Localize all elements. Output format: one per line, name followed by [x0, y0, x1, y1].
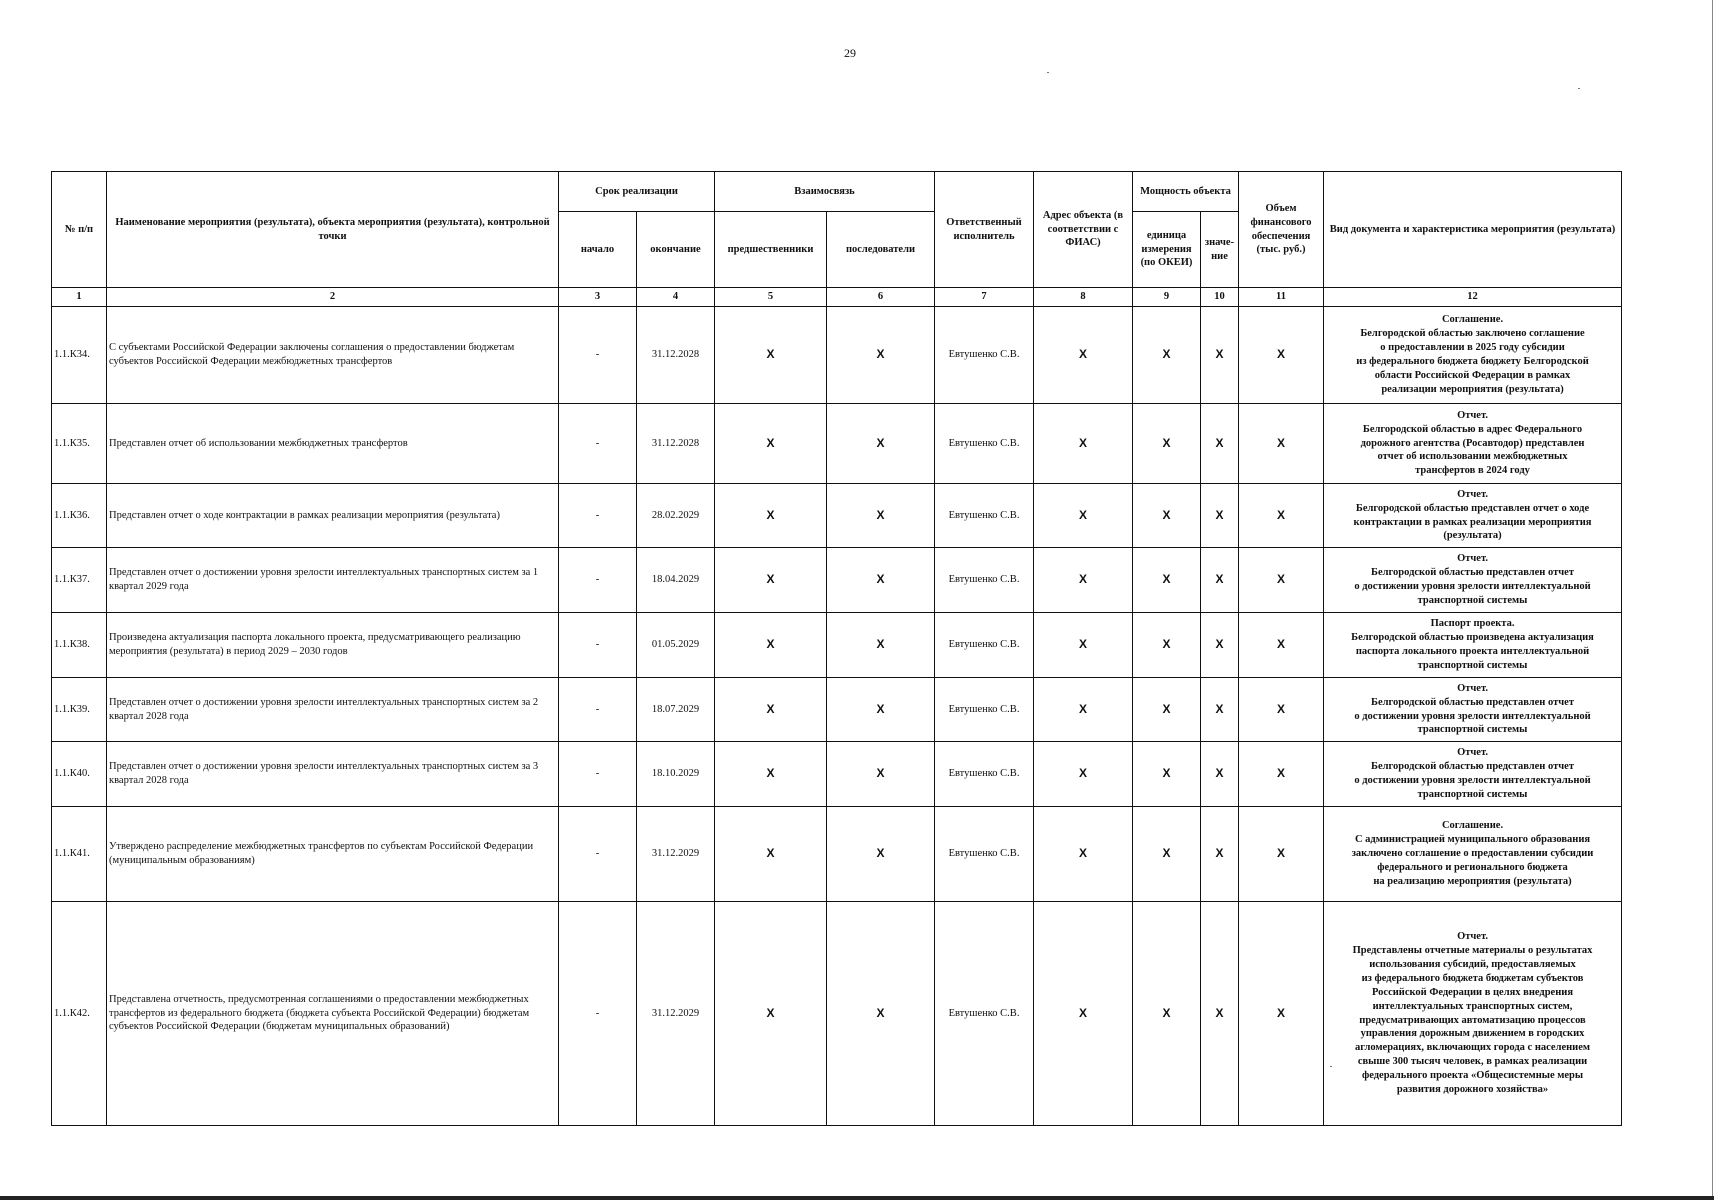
row-value: X [1201, 404, 1239, 484]
header-address: Адрес объекта (в соответствии с ФИАС) [1034, 172, 1133, 288]
document-line: о предоставлении в 2025 году субсидии [1380, 342, 1565, 354]
row-unit: X [1133, 484, 1201, 548]
document-line: о достижении уровня зрелости интеллектуальной [1354, 710, 1591, 722]
document-line: развития дорожного хозяйства» [1396, 1083, 1549, 1095]
document-line: Белгородской областью в адрес Федерального [1362, 423, 1583, 435]
document-line: Соглашение. [1441, 820, 1504, 832]
table-row [52, 807, 1622, 902]
row-successors: X [827, 902, 935, 1126]
col-number: 12 [1324, 288, 1622, 307]
row-address: X [1034, 548, 1133, 613]
row-address: X [1034, 902, 1133, 1126]
col-number: 10 [1201, 288, 1239, 307]
row-unit: X [1133, 807, 1201, 902]
document-line: на реализацию мероприятия (результата) [1373, 875, 1572, 887]
header-unit: единица измерения (по ОКЕИ) [1133, 212, 1201, 288]
row-successors: X [827, 807, 935, 902]
row-responsible: Евтушенко С.В. [935, 678, 1034, 742]
col-number: 7 [935, 288, 1034, 307]
document-line: дорожного агентства (Росавтодор) представлен [1360, 437, 1585, 449]
row-document [1324, 807, 1622, 902]
document-line: Белгородской областью представлен отчет о ходе [1355, 502, 1590, 514]
row-document [1324, 484, 1622, 548]
table-row [52, 613, 1622, 678]
col-number: 3 [559, 288, 637, 307]
column-numbers-row [52, 288, 1622, 307]
document-line: Отчет. [1457, 488, 1488, 500]
row-successors: X [827, 404, 935, 484]
row-end: 31.12.2029 [637, 807, 715, 902]
row-unit: X [1133, 548, 1201, 613]
row-unit: X [1133, 307, 1201, 404]
document-line: Соглашение. [1441, 314, 1504, 326]
row-predecessors: X [715, 548, 827, 613]
document-line: Белгородской областью представлен отчет [1371, 761, 1574, 773]
row-finance: X [1239, 678, 1324, 742]
table-row [52, 484, 1622, 548]
document-line: Белгородской областью произведена актуализация [1351, 632, 1594, 644]
row-finance: X [1239, 902, 1324, 1126]
scan-edge-right [1712, 0, 1713, 1200]
row-value: X [1201, 548, 1239, 613]
table-row [52, 548, 1622, 613]
header-start: начало [559, 212, 637, 288]
document-line: управления дорожным движением в городских [1360, 1028, 1585, 1040]
row-end: 18.07.2029 [637, 678, 715, 742]
row-name: Представлен отчет об использовании межбюджетных трансфертов [107, 404, 559, 484]
document-line: использования субсидий, предоставляемых [1369, 959, 1576, 971]
document-line: Белгородской областью заключено соглашение [1360, 328, 1585, 340]
row-id: 1.1.К40. [52, 742, 107, 807]
header-finance: Объем финансового обеспечения (тыс. руб.) [1239, 172, 1324, 288]
row-start: - [559, 902, 637, 1126]
header-link: Взаимосвязь [715, 172, 935, 212]
row-unit: X [1133, 902, 1201, 1126]
row-responsible: Евтушенко С.В. [935, 742, 1034, 807]
document-line: Отчет. [1457, 409, 1488, 421]
row-value: X [1201, 484, 1239, 548]
document-line: Паспорт проекта. [1430, 618, 1515, 630]
row-name: Произведена актуализация паспорта локального проекта, предусматривающего реализацию мероприятия (результата) в период 2029 – 2030 годов [107, 613, 559, 678]
header-predecessors: предшественники [715, 212, 827, 288]
header-end: окончание [637, 212, 715, 288]
row-id: 1.1.К35. [52, 404, 107, 484]
scan-speck [1047, 72, 1049, 73]
document-line: федерального проекта «Общесистемные меры [1361, 1069, 1584, 1081]
row-end: 01.05.2029 [637, 613, 715, 678]
row-successors: X [827, 742, 935, 807]
row-predecessors: X [715, 742, 827, 807]
row-value: X [1201, 742, 1239, 807]
scan-speck [1578, 88, 1580, 89]
row-predecessors: X [715, 678, 827, 742]
row-name: Представлена отчетность, предусмотренная соглашениями о предоставлении межбюджетных трансфертов из федерального бюджета (бюджета субъекта Российской Федерации) бюджетам субъектов Российской Федерации (бюджетам муниципальных образований) [107, 902, 559, 1126]
document-line: Представлены отчетные материалы о результатах [1352, 945, 1593, 957]
document-line: Отчет. [1457, 931, 1488, 943]
row-id: 1.1.К36. [52, 484, 107, 548]
row-successors: X [827, 613, 935, 678]
row-end: 31.12.2028 [637, 404, 715, 484]
table-row [52, 404, 1622, 484]
document-line: из федерального бюджета бюджетам субъектов [1361, 972, 1584, 984]
document-line: Отчет. [1457, 553, 1488, 565]
row-start: - [559, 307, 637, 404]
row-address: X [1034, 613, 1133, 678]
document-line: Белгородской областью представлен отчет [1371, 696, 1574, 708]
row-name: Представлен отчет о ходе контрактации в рамках реализации мероприятия (результата) [107, 484, 559, 548]
col-number: 2 [107, 288, 559, 307]
row-name: С субъектами Российской Федерации заключены соглашения о предоставлении бюджетам субъектов Российской Федерации межбюджетных трансфертов [107, 307, 559, 404]
row-predecessors: X [715, 807, 827, 902]
document-line: транспортной системы [1417, 724, 1528, 736]
row-id: 1.1.К41. [52, 807, 107, 902]
row-value: X [1201, 613, 1239, 678]
row-finance: X [1239, 548, 1324, 613]
document-line: С администрацией муниципального образования [1354, 834, 1591, 846]
row-value: X [1201, 807, 1239, 902]
document-line: о достижении уровня зрелости интеллектуальной [1354, 581, 1591, 592]
header-name: Наименование мероприятия (результата), объекта мероприятия (результата), контрольной точки [107, 172, 559, 288]
document-line: федерального и регионального бюджета [1377, 861, 1568, 873]
row-address: X [1034, 484, 1133, 548]
row-successors: X [827, 678, 935, 742]
row-address: X [1034, 742, 1133, 807]
row-unit: X [1133, 678, 1201, 742]
table-row [52, 307, 1622, 404]
row-unit: X [1133, 613, 1201, 678]
row-value: X [1201, 678, 1239, 742]
row-unit: X [1133, 742, 1201, 807]
col-number: 5 [715, 288, 827, 307]
document-line: заключено соглашение о предоставлении субсидии [1351, 848, 1594, 860]
row-document [1324, 548, 1622, 613]
header-row [52, 172, 1622, 212]
row-responsible: Евтушенко С.В. [935, 307, 1034, 404]
document-line: трансфертов в 2024 году [1415, 465, 1530, 477]
row-finance: X [1239, 484, 1324, 548]
row-start: - [559, 678, 637, 742]
row-finance: X [1239, 742, 1324, 807]
document-line: реализации мероприятия (результата) [1381, 383, 1564, 395]
row-id: 1.1.К37. [52, 548, 107, 613]
row-document [1324, 404, 1622, 484]
row-name: Представлен отчет о достижении уровня зрелости интеллектуальных транспортных систем за 2 квартал 2028 года [107, 678, 559, 742]
document-line: из федерального бюджета бюджету Белгородской [1356, 356, 1589, 367]
document-line: области Российской Федерации в рамках [1374, 369, 1571, 381]
row-id: 1.1.К42. [52, 902, 107, 1126]
document-line: Отчет. [1457, 747, 1488, 759]
col-number: 4 [637, 288, 715, 307]
row-finance: X [1239, 404, 1324, 484]
row-responsible: Евтушенко С.В. [935, 807, 1034, 902]
activities-table [51, 171, 1622, 1126]
document-line: Отчет. [1457, 682, 1488, 694]
document-line: Белгородской областью представлен отчет [1371, 567, 1574, 579]
row-name: Представлен отчет о достижении уровня зрелости интеллектуальных транспортных систем за 1 квартал 2029 года [107, 548, 559, 613]
document-line: контрактации в рамках реализации мероприятия [1353, 516, 1592, 528]
row-end: 18.04.2029 [637, 548, 715, 613]
scan-edge-bottom [0, 1196, 1714, 1200]
row-address: X [1034, 678, 1133, 742]
page-number: 29 [844, 46, 856, 60]
col-number: 6 [827, 288, 935, 307]
row-name: Представлен отчет о достижении уровня зрелости интеллектуальных транспортных систем за 3 квартал 2028 года [107, 742, 559, 807]
document-line: Российской Федерации в целях внедрения [1372, 986, 1573, 998]
row-predecessors: X [715, 484, 827, 548]
row-end: 31.12.2029 [637, 902, 715, 1126]
row-name: Утверждено распределение межбюджетных трансфертов по субъектам Российской Федерации (муниципальным образованиям) [107, 807, 559, 902]
row-finance: X [1239, 307, 1324, 404]
document-line: предусматривающих автоматизацию процессов [1359, 1014, 1586, 1026]
row-document [1324, 678, 1622, 742]
row-id: 1.1.К34. [52, 307, 107, 404]
document-line: транспортной системы [1417, 659, 1528, 671]
row-start: - [559, 742, 637, 807]
row-responsible: Евтушенко С.В. [935, 484, 1034, 548]
header-doc: Вид документа и характеристика мероприятия (результата) [1324, 172, 1622, 288]
row-responsible: Евтушенко С.В. [935, 548, 1034, 613]
document-line: агломерациях, включающих города с населением [1354, 1042, 1591, 1054]
row-document [1324, 307, 1622, 404]
row-start: - [559, 404, 637, 484]
row-id: 1.1.К38. [52, 613, 107, 678]
header-num: № п/п [52, 172, 107, 288]
table-row [52, 902, 1622, 1126]
col-number: 1 [52, 288, 107, 307]
header-responsible: Ответственный исполнитель [935, 172, 1034, 288]
row-address: X [1034, 807, 1133, 902]
document-line: паспорта локального проекта интеллектуальной [1355, 646, 1590, 657]
row-start: - [559, 548, 637, 613]
row-document [1324, 742, 1622, 807]
row-document [1324, 902, 1622, 1126]
document-line: отчет об использовании межбюджетных [1377, 451, 1568, 463]
row-start: - [559, 807, 637, 902]
table-row [52, 742, 1622, 807]
header-capacity: Мощность объекта [1133, 172, 1239, 212]
row-finance: X [1239, 613, 1324, 678]
row-responsible: Евтушенко С.В. [935, 902, 1034, 1126]
col-number: 9 [1133, 288, 1201, 307]
document-line: транспортной системы [1417, 788, 1528, 800]
col-number: 11 [1239, 288, 1324, 307]
row-responsible: Евтушенко С.В. [935, 404, 1034, 484]
row-start: - [559, 484, 637, 548]
row-predecessors: X [715, 902, 827, 1126]
row-successors: X [827, 484, 935, 548]
row-end: 31.12.2028 [637, 307, 715, 404]
header-successors: последователи [827, 212, 935, 288]
row-successors: X [827, 307, 935, 404]
row-value: X [1201, 902, 1239, 1126]
header-value: значе-ние [1201, 212, 1239, 288]
row-unit: X [1133, 404, 1201, 484]
row-start: - [559, 613, 637, 678]
row-successors: X [827, 548, 935, 613]
row-address: X [1034, 404, 1133, 484]
row-address: X [1034, 307, 1133, 404]
document-line: транспортной системы [1417, 594, 1528, 606]
row-predecessors: X [715, 307, 827, 404]
activities-body [52, 307, 1622, 1126]
document-line: (результата) [1443, 530, 1502, 542]
row-document [1324, 613, 1622, 678]
document-line: о достижении уровня зрелости интеллектуальной [1354, 775, 1591, 786]
col-number: 8 [1034, 288, 1133, 307]
row-responsible: Евтушенко С.В. [935, 613, 1034, 678]
document-line: интеллектуальных транспортных систем, [1372, 1000, 1573, 1012]
row-finance: X [1239, 807, 1324, 902]
row-predecessors: X [715, 613, 827, 678]
header-deadline: Срок реализации [559, 172, 715, 212]
row-end: 18.10.2029 [637, 742, 715, 807]
row-predecessors: X [715, 404, 827, 484]
row-id: 1.1.К39. [52, 678, 107, 742]
table-row [52, 678, 1622, 742]
row-end: 28.02.2029 [637, 484, 715, 548]
row-value: X [1201, 307, 1239, 404]
document-line: свыше 300 тысяч человек, в рамках реализации [1357, 1056, 1588, 1068]
